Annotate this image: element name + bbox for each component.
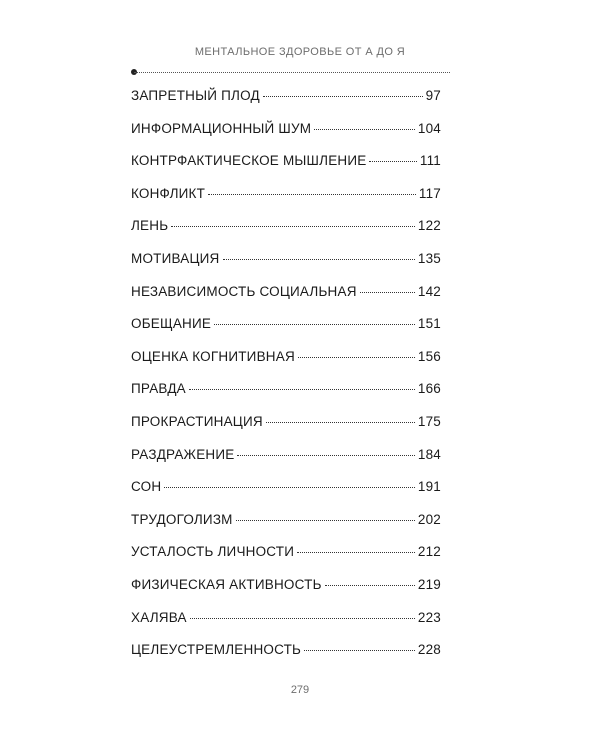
toc-dot-leader <box>314 129 415 130</box>
toc-entry[interactable] <box>131 610 441 643</box>
toc-dot-leader <box>164 487 415 488</box>
toc-entry-title: РАЗДРАЖЕНИЕ <box>131 446 235 462</box>
toc-dot-leader <box>369 161 416 162</box>
toc-entry-page: 111 <box>419 153 441 169</box>
toc-dot-leader <box>266 422 415 423</box>
toc-dot-leader <box>189 389 415 390</box>
toc-entry-title: ОЦЕНКА КОГНИТИВНАЯ <box>131 348 295 364</box>
toc-entry-title: СОН <box>131 479 162 495</box>
toc-entry-page: 202 <box>417 511 441 527</box>
toc-entry-title: ЛЕНЬ <box>131 218 169 234</box>
toc-entry-title: ЦЕЛЕУСТРЕМЛЕННОСТЬ <box>131 642 302 658</box>
toc-dot-leader <box>325 585 415 586</box>
toc-dot-leader <box>237 455 414 456</box>
toc-entry-page: 191 <box>417 479 441 495</box>
toc-entry-title: ОБЕЩАНИЕ <box>131 316 212 332</box>
toc-entry-page: 166 <box>417 381 441 397</box>
toc-entry-title: ИНФОРМАЦИОННЫЙ ШУМ <box>131 120 312 136</box>
toc-dot-leader <box>360 292 415 293</box>
table-of-contents <box>131 88 441 675</box>
toc-entry-title: ХАЛЯВА <box>131 609 187 625</box>
running-header: МЕНТАЛЬНОЕ ЗДОРОВЬЕ ОТ А ДО Я <box>194 46 406 58</box>
toc-dot-leader <box>298 357 415 358</box>
toc-dot-leader <box>236 520 415 521</box>
toc-dot-leader <box>223 259 415 260</box>
toc-entry-title: ПРАВДА <box>131 381 186 397</box>
toc-entry[interactable] <box>131 544 441 577</box>
toc-entry[interactable] <box>131 447 441 480</box>
toc-dot-leader <box>171 226 415 227</box>
toc-entry-page: 223 <box>417 609 441 625</box>
toc-entry[interactable] <box>131 121 441 154</box>
toc-entry-title: ПРОКРАСТИНАЦИЯ <box>131 413 263 429</box>
toc-entry-page: 212 <box>417 544 441 560</box>
toc-entry-page: 122 <box>417 218 441 234</box>
toc-dot-leader <box>304 650 415 651</box>
toc-entry[interactable] <box>131 153 441 186</box>
toc-entry-title: КОНТРФАКТИЧЕСКОЕ МЫШЛЕНИЕ <box>131 153 367 169</box>
toc-entry-page: 219 <box>417 576 441 592</box>
toc-entry-page: 142 <box>417 283 441 299</box>
toc-dot-leader <box>297 552 415 553</box>
toc-dot-leader <box>208 194 416 195</box>
toc-entry[interactable] <box>131 642 441 675</box>
toc-entry-page: 228 <box>417 642 441 658</box>
toc-entry-page: 117 <box>418 185 441 201</box>
toc-entry[interactable] <box>131 512 441 545</box>
toc-entry-title: ТРУДОГОЛИЗМ <box>131 511 233 527</box>
toc-entry-title: КОНФЛИКТ <box>131 185 206 201</box>
toc-dot-leader <box>190 618 415 619</box>
toc-entry-page: 151 <box>417 316 441 332</box>
toc-entry[interactable] <box>131 251 441 284</box>
toc-entry-title: МОТИВАЦИЯ <box>131 250 220 266</box>
toc-dot-leader <box>263 96 423 97</box>
toc-entry-page: 104 <box>417 120 441 136</box>
toc-dot-leader <box>214 324 415 325</box>
toc-entry[interactable] <box>131 186 441 219</box>
toc-entry[interactable] <box>131 349 441 382</box>
toc-entry-title: УСТАЛОСТЬ ЛИЧНОСТИ <box>131 544 295 560</box>
toc-entry[interactable] <box>131 88 441 121</box>
toc-entry-page: 135 <box>417 250 441 266</box>
toc-entry[interactable] <box>131 218 441 251</box>
toc-entry-page: 156 <box>417 348 441 364</box>
header-dotted-rule <box>134 72 450 73</box>
toc-entry[interactable] <box>131 381 441 414</box>
toc-entry-page: 184 <box>417 446 441 462</box>
toc-entry-title: НЕЗАВИСИМОСТЬ СОЦИАЛЬНАЯ <box>131 283 357 299</box>
toc-entry-title: ФИЗИЧЕСКАЯ АКТИВНОСТЬ <box>131 576 322 592</box>
toc-entry[interactable] <box>131 316 441 349</box>
toc-entry[interactable] <box>131 284 441 317</box>
toc-entry-page: 97 <box>425 88 441 103</box>
toc-entry-page: 175 <box>417 413 441 429</box>
toc-entry-title: ЗАПРЕТНЫЙ ПЛОД <box>131 88 260 103</box>
page-number: 279 <box>290 684 310 696</box>
toc-entry[interactable] <box>131 577 441 610</box>
toc-entry[interactable] <box>131 479 441 512</box>
toc-entry[interactable] <box>131 414 441 447</box>
